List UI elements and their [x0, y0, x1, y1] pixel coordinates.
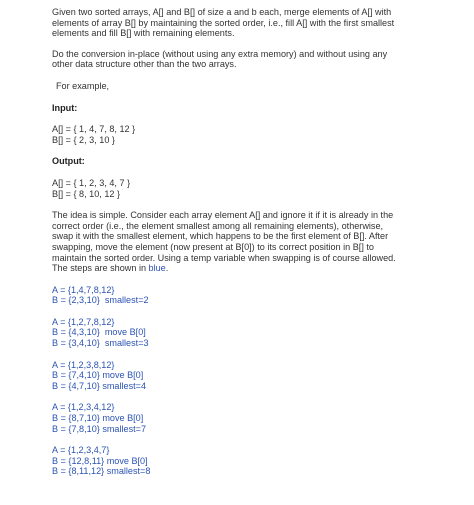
- step-line: B = {2,3,10} smallest=2: [52, 295, 149, 306]
- constraint-line: Do the conversion in-place (without using any extra memory) and without using any: [52, 48, 388, 59]
- idea-paragraph: [52, 210, 418, 274]
- idea-line: maintain the sorted order. Using a temp variable when swapping is of course allowed.: [52, 252, 396, 263]
- idea-line: correct order (i.e., the element smallest among all remaining elements), otherwise,: [52, 220, 384, 231]
- step-line: A = {1,2,7,8,12}: [52, 316, 115, 327]
- example-label: For example,: [56, 80, 110, 91]
- document-body: [52, 7, 418, 477]
- intro-paragraph: [52, 7, 418, 39]
- constraint-paragraph: [52, 49, 418, 70]
- step-line: B = {7,8,10} smallest=7: [52, 423, 147, 434]
- idea-last-suffix: .: [165, 263, 169, 274]
- input-heading: Input:: [52, 102, 78, 113]
- step-block: [52, 317, 418, 349]
- step-line: B = {12,8,11} move B[0]: [52, 455, 148, 466]
- output-array-b: B[] = { 8, 10, 12 }: [52, 188, 121, 199]
- step-line: B = {8,11,12} smallest=8: [52, 466, 151, 477]
- step-line: B = {8,7,10} move B[0]: [52, 413, 144, 424]
- step-line: B = {3,4,10} smallest=3: [52, 338, 149, 349]
- step-block: [52, 285, 418, 306]
- idea-line: swap it with the smallest element, which happens to be the first element of B[]. After: [52, 231, 389, 242]
- idea-last-prefix: The steps are shown in: [52, 263, 149, 274]
- idea-line: swapping, move the element (now present at B[0]) to its correct position in B[] to: [52, 241, 374, 252]
- intro-line: elements of array B[] by maintaining the sorted order, i.e., fill A[] with the first smallest: [52, 17, 395, 28]
- step-line: A = {1,2,3,4,12}: [52, 402, 115, 413]
- blue-word: blue: [148, 263, 166, 274]
- step-line: B = {4,3,10} move B[0]: [52, 327, 146, 338]
- input-array-b: B[] = { 2, 3, 10 }: [52, 134, 115, 145]
- step-line: A = {1,2,3,4,7}: [52, 445, 110, 456]
- input-array-a: A[] = { 1, 4, 7, 8, 12 }: [52, 124, 136, 135]
- output-block: [52, 178, 418, 199]
- intro-line: Given two sorted arrays, A[] and B[] of size a and b each, merge elements of A[] with: [52, 7, 392, 17]
- step-block: [52, 360, 418, 392]
- idea-last-line: [52, 263, 418, 274]
- step-block: [52, 445, 418, 477]
- output-heading: Output:: [52, 156, 85, 167]
- step-line: A = {1,4,7,8,12}: [52, 284, 115, 295]
- output-array-a: A[] = { 1, 2, 3, 4, 7 }: [52, 177, 131, 188]
- idea-line: The idea is simple. Consider each array element A[] and ignore it if it is already in the: [52, 210, 394, 221]
- step-line: B = {4,7,10} smallest=4: [52, 380, 147, 391]
- constraint-line: other data structure other than the two arrays.: [52, 59, 237, 70]
- intro-line: elements and fill B[] with remaining elements.: [52, 28, 235, 39]
- step-line: B = {7,4,10} move B[0]: [52, 370, 144, 381]
- step-block: [52, 402, 418, 434]
- step-line: A = {1,2,3,8,12}: [52, 359, 115, 370]
- input-block: [52, 124, 418, 145]
